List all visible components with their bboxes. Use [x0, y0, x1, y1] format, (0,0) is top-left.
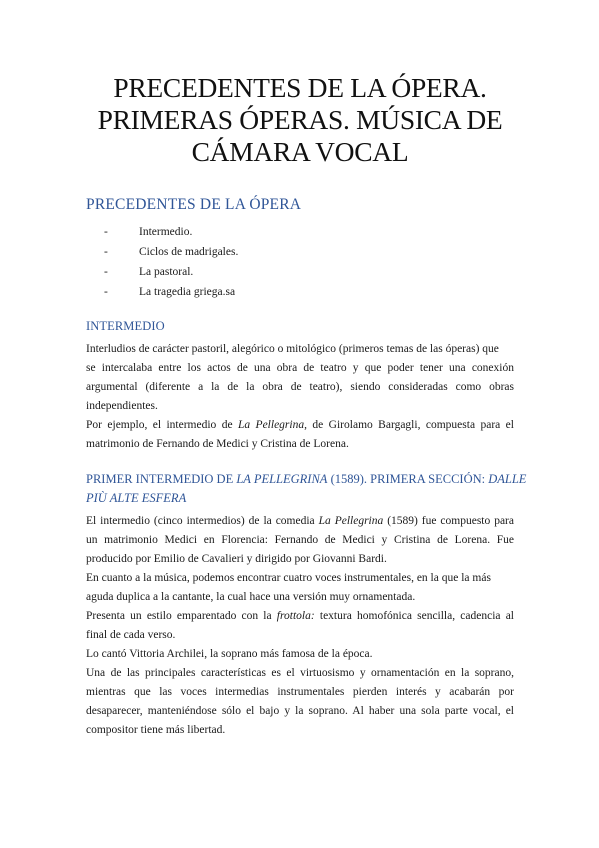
text-line: desaparecer, manteniéndose sólo el bajo y la soprano. Al haber una sola parte vocal, el — [86, 705, 514, 717]
text-run: Por ejemplo, el intermedio de — [86, 419, 238, 431]
list-item — [104, 222, 514, 242]
document-page — [86, 72, 527, 740]
text-line: argumental (diferente a la de la obra de teatro), siendo consideradas como obras — [86, 381, 514, 393]
paragraph-primer-style — [86, 607, 514, 645]
heading-line-2 — [86, 489, 514, 508]
paragraph-primer-origin — [86, 512, 514, 569]
text-line: se intercalaba entre los actos de una obra de teatro y que poder tener una conexión — [86, 362, 514, 374]
list-item-label: Ciclos de madrigales. — [139, 246, 239, 258]
text-run: PRIMER INTERMEDIO DE — [86, 472, 237, 486]
italic-title: La Pellegrina — [237, 419, 305, 431]
title-line-2: PRIMERAS ÓPERAS. MÚSICA DE — [97, 104, 503, 135]
text-run: , de Girolamo Bargagli, compuesta para el — [304, 419, 514, 431]
text-line: Interludios de carácter pastoril, alegórico o mitológico (primeros temas de las óperas) que — [86, 343, 499, 355]
dash-bullet: - — [104, 286, 108, 298]
text-run: textura homofónica sencilla, cadencia al — [314, 610, 514, 622]
paragraph-intermedio-definition — [86, 340, 514, 416]
document-title — [80, 72, 520, 168]
text-run: Presenta un estilo emparentado con la — [86, 610, 277, 622]
text-run: El intermedio (cinco intermedios) de la comedia — [86, 515, 319, 527]
paragraph-primer-characteristics — [86, 664, 514, 740]
text-line — [86, 416, 514, 435]
text-line — [86, 512, 514, 531]
text-line: Lo cantó Vittoria Archilei, la soprano más famosa de la época. — [86, 648, 373, 660]
text-line: mientras que las voces intermedias instrumentales pierden interés y acabarán por — [86, 686, 514, 698]
paragraph-primer-music — [86, 569, 514, 607]
dash-bullet: - — [104, 226, 108, 238]
title-line-3: CÁMARA VOCAL — [191, 136, 409, 167]
text-line: Una de las principales características es el virtuosismo y ornamentación en la soprano, — [86, 667, 514, 679]
text-line: independientes. — [86, 400, 158, 412]
list-item-label: Intermedio. — [139, 226, 193, 238]
section-heading-intermedio: INTERMEDIO — [86, 319, 165, 333]
italic-title: DALLE — [488, 472, 527, 486]
text-line: compositor tiene más libertad. — [86, 724, 226, 736]
text-line: un matrimonio Medici en Florencia: Fernando de Medici y Cristina de Lorena. Fue — [86, 534, 514, 546]
list-item — [104, 282, 514, 302]
paragraph-intermedio-example — [86, 416, 514, 454]
dash-bullet: - — [104, 266, 108, 278]
italic-term: frottola: — [276, 610, 315, 622]
text-line: aguda duplica a la cantante, la cual hace una versión muy ornamentada. — [86, 591, 416, 603]
text-line — [86, 607, 514, 626]
text-run: (1589) fue compuesto para — [383, 515, 514, 527]
section-heading-primer-intermedio — [86, 470, 527, 508]
italic-title: LA PELLEGRINA — [236, 472, 328, 486]
text-run: (1589). PRIMERA SECCIÓN: — [327, 472, 489, 486]
italic-title: La Pellegrina — [318, 515, 384, 527]
section-heading-precedentes: PRECEDENTES DE LA ÓPERA — [86, 196, 302, 213]
text-line: final de cada verso. — [86, 629, 176, 641]
text-line: producido por Emilio de Cavalieri y dirigido por Giovanni Bardi. — [86, 553, 387, 565]
text-line: matrimonio de Fernando de Medici y Cristina de Lorena. — [86, 438, 349, 450]
italic-title: PIÙ ALTE ESFERA — [86, 491, 187, 505]
paragraph-primer-singer — [86, 645, 514, 664]
text-line: En cuanto a la música, podemos encontrar cuatro voces instrumentales, en la que la más — [86, 572, 491, 584]
list-item-label: La pastoral. — [139, 266, 194, 278]
list-item-label: La tragedia griega.sa — [139, 286, 236, 298]
title-line-1: PRECEDENTES DE LA ÓPERA. — [113, 72, 487, 103]
heading-line-1 — [86, 470, 527, 489]
list-item — [104, 242, 514, 262]
precedentes-list — [86, 222, 514, 302]
list-item — [104, 262, 514, 282]
dash-bullet: - — [104, 246, 108, 258]
